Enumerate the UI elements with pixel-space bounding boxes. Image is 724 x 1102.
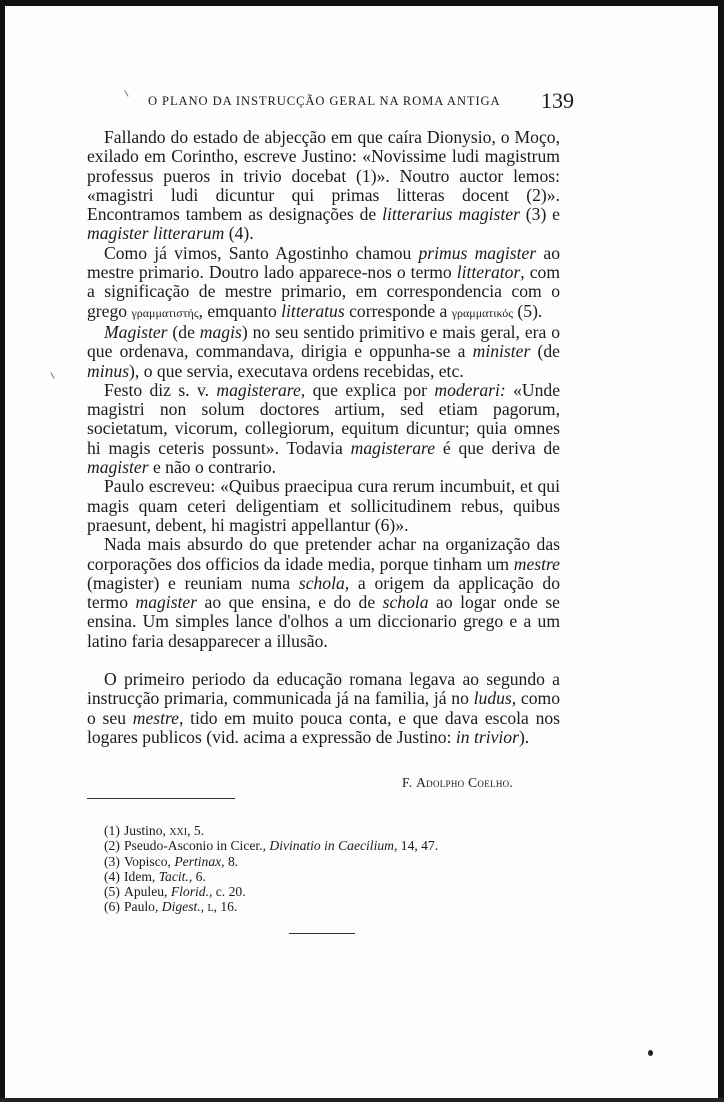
greek-word: γραμματικός [451,305,514,320]
footnotes [104,823,534,915]
paragraph-2 [87,244,560,323]
scan-border-bottom [0,1098,724,1102]
page-header [148,88,574,116]
italic-run: Magister [104,321,168,342]
italic-run: minus [87,360,130,381]
italic-run: magisterare, [216,379,306,400]
italic-run: magister litterarum [87,223,225,244]
text-run: , com a significação de mestre primario, em correspondencia com o grego [87,262,560,321]
text-run: tido em muito pouca conta, e que dava escola nos logares publicos (vid. acima a expressão de Justino: [87,707,561,747]
ink-speck [648,1050,653,1056]
footnote-text: xxi, 5. [169,823,205,838]
footnote-number: (4) [104,868,120,884]
footnote-text: Idem, [124,868,159,884]
footnote [104,823,534,838]
text-run: Como já vimos, Santo Agostinho chamou [104,242,419,263]
italic-run: ludus, [473,688,517,709]
italic-run: litteratus [281,300,345,321]
paragraph-3 [87,323,560,381]
italic-run: litterator [456,262,521,283]
footnote-number: (3) [104,853,120,869]
greek-word: γραμματιστής [131,305,199,320]
text-run: e não o contrario. [148,457,277,478]
text-run: a origem da applicação do termo [87,572,560,613]
paragraph-7 [87,670,560,747]
signature-name: Adolpho Coelho. [416,775,514,790]
paragraph-4 [87,381,560,477]
italic-run: magis [199,321,242,342]
text-run: (de [530,341,560,362]
footnote-text: 6. [192,868,206,884]
paragraph-6 [87,535,560,651]
footnote [104,838,534,853]
text-run: que explica por [305,379,435,400]
italic-run: mestre, [132,707,184,728]
text-run: Paulo escreveu: «Quibus praecipua cura rerum incumbuit, et qui magis quam ceteri deligentiam et sollicitudinem rebus, quibus praesunt, debent, hi magistri appellantur (6)». [87,476,560,535]
ink-mark [50,372,54,379]
scan-border-right [718,0,724,1102]
text-run: ao mestre primario. Doutro lado apparece-nos o termo [87,242,560,283]
main-text [87,128,560,747]
italic-run: primus magister [418,242,537,263]
text-run: como o seu [87,688,560,728]
text-run: é que deriva de [435,437,560,458]
footnote [104,854,534,869]
footnote [104,869,534,884]
italic-run: minister [472,341,531,362]
footnote-number: (1) [104,823,120,838]
footnote-italic: Pertinax, [174,853,225,869]
footnote-text: Justino, [124,823,170,838]
text-run: ) no seu sentido primitivo e mais geral, era o que ordenava, commandava, dirigia e oppunha-se a [87,321,560,362]
footnote-italic: Digest., [161,899,205,915]
text-run: (5). [513,300,543,321]
footnote-text: Pseudo-Asconio in Cicer., [124,838,270,854]
signature-initial: F. [402,775,413,790]
text-run: Nada mais absurdo do que pretender achar na organização das corporações dos officios da idade media, porque tinham um [87,534,560,574]
text-run: (3) e [519,204,560,225]
italic-run: schola, [298,572,350,593]
italic-run: magisterare [350,437,436,458]
footnote-number: (2) [104,838,120,854]
italic-run: schola [382,592,429,613]
italic-run: magister [135,592,198,613]
text-run: Festo diz s. v. [104,379,217,400]
footnote-text: c. 20. [212,884,246,900]
footnote-text: 14, 47. [397,838,439,854]
footnote [104,884,534,899]
footnote-text: Vopisco, [124,853,175,869]
text-run: (magister) e reuniam numa [87,572,299,593]
paragraph-5 [87,477,560,535]
footnote-italic: Divinatio in Caecilium, [269,838,398,854]
text-run: corresponde a [344,300,452,321]
footnote [104,899,534,914]
text-run: ao logar onde se ensina. Um simples lance d'olhos a um diccionario grego e a um latino faria desapparecer a illusão. [87,592,560,651]
text-run: ao que ensina, e do de [197,592,383,613]
author-signature [402,775,602,791]
footnote-number: (5) [104,884,120,900]
text-run: , emquanto [198,300,282,321]
footnote-italic: Tacit., [158,868,193,884]
text-run: (de [167,321,200,342]
text-run: O primeiro periodo da educação romana legava ao segundo a instrucção primaria, communicada já na familia, já no [87,669,560,709]
italic-run: litterarius magister [382,204,520,225]
text-run: «Unde magistri non solum doctores artium, sed etiam pagorum, societatum, vicorum, collegiorum, equitum dicuntur; quia omnes hi magis ceteris possunt». Todavia [87,379,560,458]
footnote-text: l, 16. [204,899,238,915]
text-run: (4). [224,223,254,244]
paragraph-1 [87,128,560,244]
footnote-text: 8. [224,853,239,869]
footnote-text: Apuleu, [124,884,171,900]
text-run: Fallando do estado de abjecção em que caíra Dionysio, o Moço, exilado em Corintho, escreve Justino: «Novissime ludi magistrum professus pueros in trivio docebat (1)». Noutro auctor lemos: «magistri ludi dicuntur qui primas litteras docent (2)». Encontramos tambem as designações de [87,127,560,225]
footnote-text: Paulo, [124,899,162,915]
italic-run: mestre [513,553,560,574]
italic-run: moderari: [434,379,506,400]
italic-run: magister [87,457,149,478]
running-head: O PLANO DA INSTRUCÇÃO GERAL NA ROMA ANTIGA [148,94,501,108]
text-run: ). [518,726,530,747]
end-rule [289,933,355,934]
footnote-number: (6) [104,899,120,915]
italic-run: in trivior [455,726,519,747]
scan-border-left [0,0,5,1102]
footnote-italic: Florid., [170,884,213,900]
ink-mark [124,90,128,97]
footnote-separator [87,798,235,799]
scan-border-top [0,0,724,6]
page-number: 139 [541,88,574,113]
text-run: ), o que servia, executava ordens recebidas, etc. [129,360,464,381]
